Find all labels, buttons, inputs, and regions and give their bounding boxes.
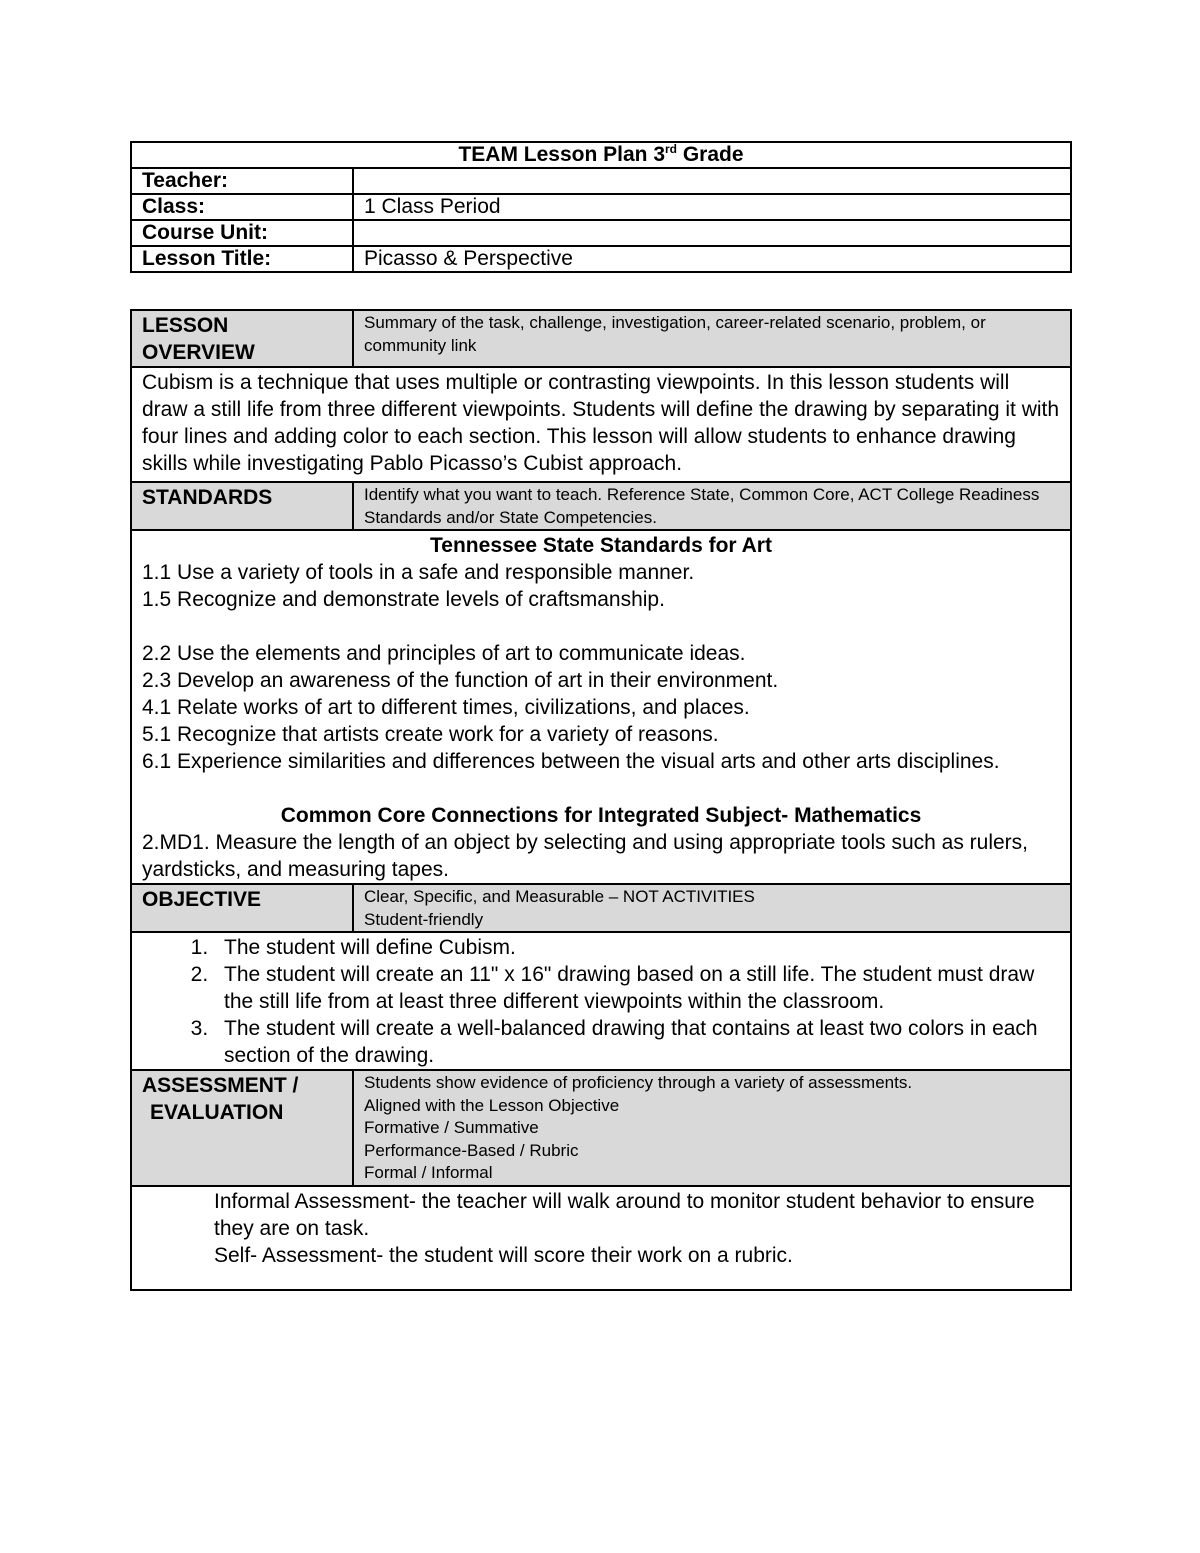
assessment-body — [131, 1186, 1071, 1290]
standard-item: 5.1 Recognize that artists create work for a variety of reasons. — [142, 723, 719, 746]
informal-assessment-text: Informal Assessment- the teacher will walk around to monitor student behavior to ensure they are on task. — [214, 1189, 1035, 1240]
course-unit-value — [353, 220, 1071, 246]
standards-body — [131, 530, 1071, 884]
objective-body — [131, 932, 1071, 1070]
class-value: 1 Class Period — [353, 194, 1071, 220]
standard-item: 1.5 Recognize and demonstrate levels of craftsmanship. — [142, 588, 665, 611]
assessment-section-description: Students show evidence of proficiency through a variety of assessments. Aligned with the Lesson Objective Formative / Summative Performance-Based / Rubric Formal / Informal — [353, 1070, 1071, 1186]
overview-header-row — [131, 310, 1071, 367]
self-assessment-text: Self- Assessment- the student will score their work on a rubric. — [214, 1243, 793, 1267]
objective-header-row — [131, 884, 1071, 932]
overview-body: Cubism is a technique that uses multiple or contrasting viewpoints. In this lesson students will draw a still life from three different viewpoints. Students will define the drawing by separating it with four lines and adding color to each section. This lesson will allow students to enhance drawing skills while investigating Pablo Picasso’s Cubist approach. — [131, 367, 1071, 482]
common-core-heading: Common Core Connections for Integrated Subject- Mathematics — [280, 804, 922, 827]
standard-item: 4.1 Relate works of art to different times, civilizations, and places. — [142, 696, 750, 719]
overview-section-description: Summary of the task, challenge, investigation, career-related scenario, problem, or community link — [353, 310, 1071, 367]
lesson-plan-title: TEAM Lesson Plan 3rd Grade — [131, 142, 1071, 168]
assessment-section-name: ASSESSMENT / EVALUATION — [131, 1070, 353, 1186]
objective-item: 2. The student will create an 11" x 16" drawing based on a still life. The student must draw the still life from at least three different viewpoints within the classroom. — [214, 961, 1060, 1015]
lesson-title-label: Lesson Title: — [131, 246, 353, 272]
objective-section-name: OBJECTIVE — [131, 884, 353, 932]
assessment-header-row — [131, 1070, 1071, 1186]
standard-item: 1.1 Use a variety of tools in a safe and responsible manner. — [142, 561, 695, 584]
lesson-sections-table — [130, 309, 1072, 1291]
course-unit-label: Course Unit: — [131, 220, 353, 246]
objective-section-description: Clear, Specific, and Measurable – NOT ACTIVITIES Student-friendly — [353, 884, 1071, 932]
tennessee-standards-heading: Tennessee State Standards for Art — [430, 534, 772, 557]
standard-item: 6.1 Experience similarities and differences between the visual arts and other arts disciplines. — [142, 750, 1000, 773]
standards-section-name: STANDARDS — [131, 482, 353, 530]
standards-header-row — [131, 482, 1071, 530]
objective-item: 1. The student will define Cubism. — [214, 934, 1060, 961]
math-standard-item: 2.MD1. Measure the length of an object by selecting and using appropriate tools such as rulers, yardsticks, and measuring tapes. — [142, 831, 1029, 881]
standard-item: 2.2 Use the elements and principles of art to communicate ideas. — [142, 642, 746, 665]
objective-item: 3. The student will create a well-balanced drawing that contains at least two colors in each section of the drawing. — [214, 1015, 1060, 1069]
objective-list — [142, 934, 1060, 1069]
class-label: Class: — [131, 194, 353, 220]
lesson-title-value: Picasso & Perspective — [353, 246, 1071, 272]
standard-item: 2.3 Develop an awareness of the function of art in their environment. — [142, 669, 779, 692]
standards-section-description: Identify what you want to teach. Reference State, Common Core, ACT College Readiness Standards and/or State Competencies. — [353, 482, 1071, 530]
teacher-label: Teacher: — [131, 168, 353, 194]
teacher-value — [353, 168, 1071, 194]
overview-section-name: LESSON OVERVIEW — [131, 310, 353, 367]
header-table — [130, 141, 1072, 273]
